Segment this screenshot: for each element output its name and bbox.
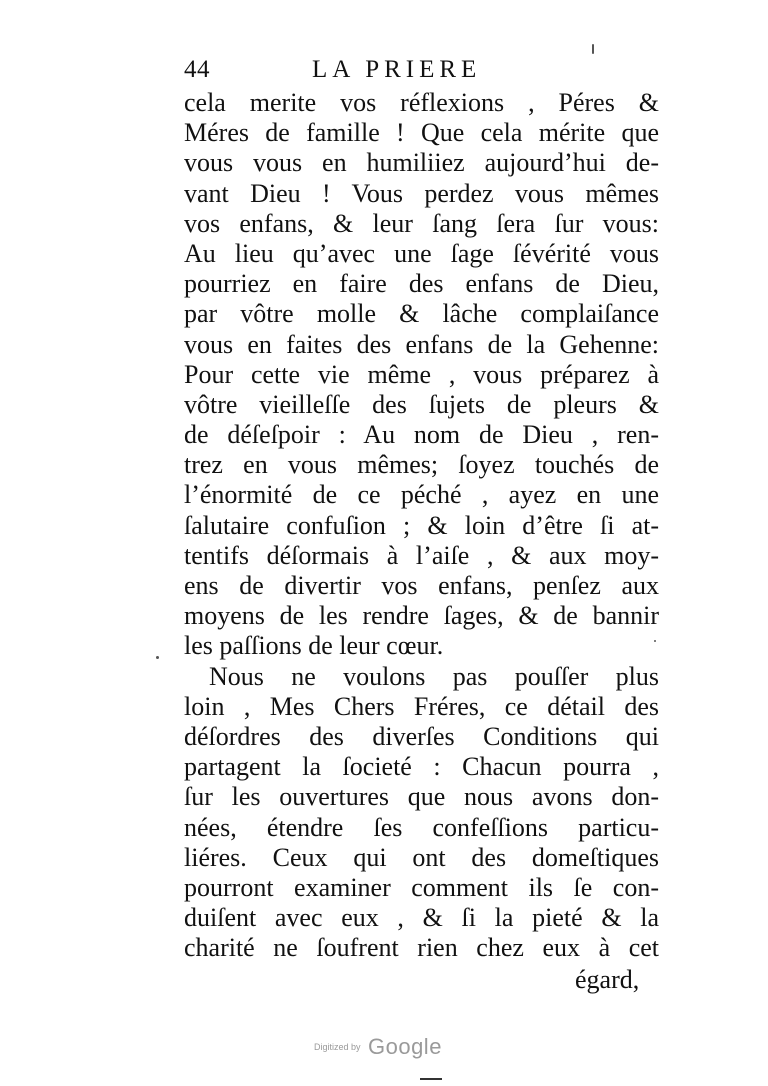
ink-mark [420, 1078, 442, 1080]
text-line: vous en faites des enfans de la Gehenne: [184, 329, 659, 359]
paragraph-start-line: Nous ne voulons pas pouſſer plus [209, 661, 659, 691]
ink-speck [654, 640, 656, 642]
text-line: vous vous en humiliiez aujourd’hui de- [184, 148, 659, 178]
text-line: vôtre vieilleſſe des ſujets de pleurs & [184, 389, 659, 419]
text-line: Méres de famille ! Que cela mérite que [184, 118, 659, 148]
text-line: déſordres des diverſes Conditions qui [184, 721, 659, 751]
text-line: pourront examiner comment ils ſe con- [184, 872, 659, 902]
ink-speck [592, 44, 594, 54]
text-line: nées, étendre ſes confeſſions particu- [184, 812, 659, 842]
text-line: liéres. Ceux qui ont des domeſtiques [184, 842, 659, 872]
text-line: vant Dieu ! Vous perdez vous mêmes [184, 178, 659, 208]
page-number: 44 [184, 56, 210, 83]
text-line: moyens de les rendre ſages, & de bannir [184, 601, 659, 631]
digitization-watermark [314, 1034, 442, 1060]
text-line: ſur les ouvertures que nous avons don- [184, 782, 659, 812]
text-line: tentifs déſormais à l’aiſe , & aux moy- [184, 540, 659, 570]
text-line: trez en vous mêmes; ſoyez touchés de [184, 450, 659, 480]
catchword: égard, [575, 965, 640, 994]
text-line: partagent la ſocieté : Chacun pourra , [184, 752, 659, 782]
running-title: LA PRIERE [312, 56, 482, 83]
ink-speck [156, 656, 159, 659]
text-line: vos enfans, & leur ſang ſera ſur vous: [184, 208, 659, 238]
text-line: de déſeſpoir : Au nom de Dieu , ren- [184, 420, 659, 450]
text-line: duiſent avec eux , & ſi la pieté & la [184, 903, 659, 933]
text-line: par vôtre molle & lâche complaiſance [184, 299, 659, 329]
text-line: ens de divertir vos enfans, penſez aux [184, 571, 659, 600]
text-line: loin , Mes Chers Fréres, ce détail des [184, 691, 659, 721]
page-header [184, 50, 654, 90]
text-line: l’énormité de ce péché , ayez en une [184, 480, 659, 510]
text-line: charité ne ſoufrent rien chez eux à cet [184, 933, 659, 963]
watermark-brand: Google [367, 1034, 442, 1059]
paragraph-end-line: les paſſions de leur cœur. [184, 631, 444, 661]
body-text [184, 88, 659, 963]
text-line: Pour cette vie même , vous préparez à [184, 359, 659, 389]
watermark-prefix: Digitized by [314, 1042, 361, 1052]
text-line: Au lieu qu’avec une ſage ſévérité vous [184, 238, 659, 268]
text-line: pourriez en faire des enfans de Dieu, [184, 269, 659, 299]
text-line: cela merite vos réflexions , Péres & [184, 88, 659, 117]
text-line: ſalutaire confuſion ; & loin d’être ſi at- [184, 510, 659, 540]
